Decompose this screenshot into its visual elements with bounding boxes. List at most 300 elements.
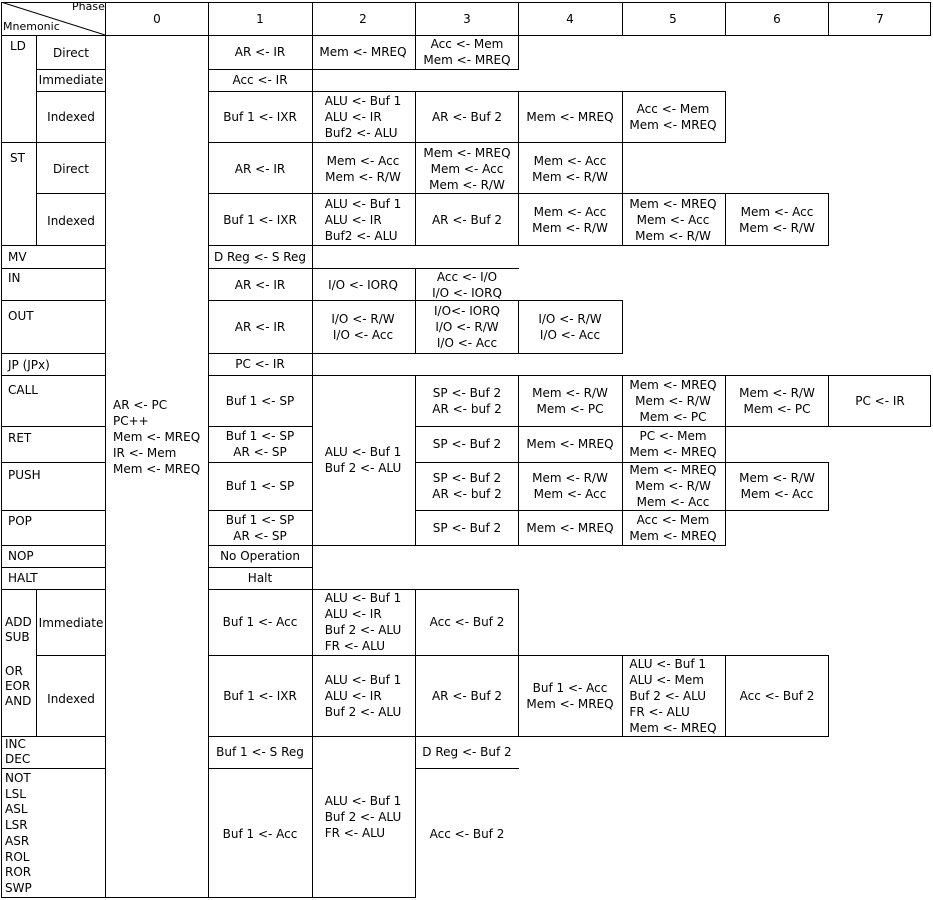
grid-line: [725, 736, 829, 737]
grid-line: [415, 91, 416, 246]
cell-pop-5: [629, 512, 716, 544]
cell-ret-4: [526, 436, 613, 452]
micro-op-line: AR <- Buf 2: [431, 110, 503, 124]
cell-out-2: [331, 311, 394, 343]
micro-op-line: Mem <- MREQ: [629, 463, 717, 477]
grid-line: [725, 193, 726, 246]
micro-op-line: Mem <- Acc: [326, 154, 400, 168]
micro-op-line: Mem <- MREQ: [526, 521, 614, 535]
micro-op-line: PC <- IR: [235, 357, 285, 371]
grid-line: [518, 462, 623, 463]
cell-st-direct-4: [532, 153, 608, 185]
cell-pop-3: [433, 520, 501, 536]
grid-line: [725, 375, 726, 546]
grid-line: [415, 736, 519, 737]
grid-line: [622, 510, 726, 511]
grid-line: [415, 545, 519, 546]
phase-header-label: Phase: [72, 0, 105, 13]
micro-op-line: Acc <- Buf 2: [429, 615, 505, 629]
micro-op-line: Acc <- Mem: [636, 513, 710, 527]
cell-ret-5: [629, 428, 716, 460]
mnemonic-in: IN: [8, 271, 21, 285]
grid-line: [312, 245, 416, 246]
phase-3-header: 3: [463, 12, 471, 26]
grid-line: [828, 655, 829, 737]
micro-op-line: Mem <- MREQ: [526, 437, 614, 451]
grid-line: [415, 91, 519, 92]
cell-in-1: [235, 277, 285, 293]
mnemonic-ld: LD: [10, 39, 26, 53]
grid-line: [415, 193, 519, 194]
cell-st-idx-1: [223, 212, 297, 228]
micro-op-line: Mem <- R/W: [739, 386, 815, 400]
grid-line: [312, 193, 416, 194]
grid-line: [725, 2, 726, 36]
phase-1-header: 1: [256, 12, 264, 26]
grid-line: [518, 35, 519, 70]
grid-line: [518, 510, 623, 511]
micro-op-line: Buf 1 <- IXR: [223, 689, 297, 703]
grid-line: [622, 375, 726, 376]
micro-op-line: Buf 2 <- ALU: [324, 810, 402, 824]
micro-op-line: I/O <- IORQ: [328, 278, 398, 292]
cell-ld-idx-4: [526, 109, 613, 125]
grid-line: [518, 193, 623, 194]
cell-ld-direct-2: [319, 44, 406, 60]
grid-line: [1, 268, 106, 269]
grid-line: [622, 545, 726, 546]
grid-line: [725, 510, 829, 511]
cell-call-4: [532, 385, 608, 417]
cell-shift-1: [223, 826, 298, 842]
mode-ld-direct: Direct: [53, 46, 89, 60]
grid-line: [518, 2, 519, 36]
cell-out-3: [434, 303, 500, 351]
cell-unary-2: [325, 793, 402, 841]
grid-line: [1, 2, 931, 3]
grid-line: [930, 2, 931, 36]
mnemonic-st: ST: [10, 151, 25, 165]
cell-alu-idx-1: [223, 688, 297, 704]
cell-nop-1: [220, 548, 300, 564]
micro-op-line: Mem <- R/W: [635, 479, 711, 493]
micro-op-line: Acc <- Buf 2: [739, 689, 815, 703]
grid-line: [518, 375, 623, 376]
grid-line: [36, 35, 37, 143]
micro-op-line: ALU <- Buf 1: [324, 197, 402, 211]
micro-op-line: AR <- SP: [233, 445, 287, 459]
micro-op-line: Mem <- Acc: [636, 213, 710, 227]
micro-op-line: AR <- IR: [234, 162, 286, 176]
grid-line: [415, 510, 519, 511]
grid-line: [312, 375, 416, 376]
grid-line: [208, 91, 313, 92]
grid-line: [208, 2, 209, 36]
cell-alu-imm-3: [430, 614, 505, 630]
micro-op-line: Mem <- R/W: [532, 471, 608, 485]
micro-op-line: AR <- IR: [234, 278, 286, 292]
mnemonic-jp: JP (JPx): [8, 358, 50, 372]
cell-call-6: [739, 385, 815, 417]
cell-alu-idx-4: [526, 680, 613, 712]
grid-line: [518, 353, 623, 354]
micro-op-line: Mem <- R/W: [739, 471, 815, 485]
micro-op-line: PC <- IR: [855, 394, 905, 408]
grid-line: [725, 91, 726, 143]
mode-alu-indexed: Indexed: [47, 692, 95, 706]
cell-ld-idx-1: [223, 109, 297, 125]
micro-op-line: Halt: [247, 571, 273, 585]
micro-op-line: Acc <- IR: [232, 73, 288, 87]
grid-line: [415, 142, 519, 143]
grid-line: [518, 545, 623, 546]
micro-op-line: Buf 1 <- SP: [225, 479, 295, 493]
grid-line: [725, 245, 829, 246]
grid-line: [415, 768, 519, 769]
grid-line: [208, 69, 313, 70]
cell-halt-1: [248, 570, 272, 586]
micro-op-line: ALU <- Buf 1: [324, 445, 402, 459]
grid-line: [725, 655, 726, 737]
micro-op-line: FR <- ALU: [324, 826, 386, 840]
cell-ret-3: [433, 436, 501, 452]
grid-line: [828, 426, 931, 427]
micro-op-line: I/O <- R/W: [331, 312, 395, 326]
grid-line: [36, 655, 106, 656]
micro-op-line: Buf 1 <- Acc: [222, 827, 298, 841]
micro-op-line: Mem <- Acc: [533, 154, 607, 168]
cell-st-idx-2: [325, 196, 402, 244]
micro-op-line: Mem <- R/W: [532, 221, 608, 235]
grid-line: [312, 655, 416, 656]
grid-line: [622, 736, 726, 737]
cell-call-7: [855, 393, 905, 409]
cell-st-idx-6: [739, 204, 815, 236]
cell-push-5: [629, 462, 716, 510]
grid-line: [518, 300, 519, 354]
grid-line: [36, 142, 37, 246]
grid-line: [622, 300, 623, 354]
micro-op-line: Buf 2 <- ALU: [629, 689, 707, 703]
cell-call-5: [629, 377, 716, 425]
grid-line: [518, 91, 519, 246]
grid-line: [208, 589, 313, 590]
micro-op-line: ALU <- Buf 1: [324, 794, 402, 808]
cell-push-3: [432, 470, 501, 502]
micro-op-line: Mem <- PC: [743, 402, 811, 416]
grid-line: [622, 375, 623, 546]
grid-line: [208, 268, 313, 269]
micro-op-line: Mem <- R/W: [635, 229, 711, 243]
grid-line: [312, 353, 416, 354]
mnemonic-ret: RET: [8, 431, 32, 445]
grid-line: [518, 736, 623, 737]
phase-6-header: 6: [773, 12, 781, 26]
micro-op-line: Mem <- MREQ: [629, 529, 717, 543]
cell-st-idx-3: [432, 212, 502, 228]
mnemonic-inc-dec: INC DEC: [5, 737, 31, 766]
micro-op-line: Mem <- Acc: [636, 495, 710, 509]
cell-st-direct-3: [423, 145, 510, 193]
grid-line: [622, 142, 726, 143]
cell-alu-idx-2: [325, 672, 402, 720]
grid-line: [415, 736, 416, 898]
micro-op-line: ALU <- IR: [324, 689, 382, 703]
micro-op-line: Mem <- R/W: [532, 170, 608, 184]
micro-op-line: Buf2 <- ALU: [324, 126, 398, 140]
cell-alu-imm-2: [325, 590, 402, 654]
grid-line: [518, 91, 623, 92]
micro-op-line: Mem <- MREQ: [629, 721, 717, 735]
micro-op-line: Acc <- Buf 2: [429, 827, 505, 841]
micro-op-line: Buf 2 <- ALU: [324, 623, 402, 637]
cell-shift-3: [430, 826, 505, 842]
micro-op-line: Mem <- PC: [639, 410, 707, 424]
grid-line: [1, 426, 106, 427]
grid-line: [1, 245, 106, 246]
micro-op-line: AR <- Buf 2: [431, 689, 503, 703]
mnemonic-nop: NOP: [8, 549, 34, 563]
grid-line: [208, 462, 313, 463]
grid-line: [828, 462, 829, 511]
grid-line: [36, 91, 106, 92]
micro-op-line: SP <- Buf 2: [432, 521, 502, 535]
cell-call-1: [226, 393, 294, 409]
cell-ld-direct-1: [235, 44, 285, 60]
mode-st-indexed: Indexed: [47, 214, 95, 228]
grid-line: [930, 375, 931, 427]
grid-line: [518, 300, 623, 301]
mnemonic-mv: MV: [8, 250, 27, 264]
micro-op-line: AR <- IR: [234, 45, 286, 59]
grid-line: [415, 245, 519, 246]
micro-op-line: I/O <- R/W: [538, 312, 602, 326]
grid-line: [725, 426, 829, 427]
grid-line: [208, 545, 313, 546]
micro-op-line: D Reg <- Buf 2: [422, 745, 512, 759]
cell-in-2: [328, 277, 398, 293]
grid-line: [208, 567, 313, 568]
cell-alu-imm-1: [223, 614, 298, 630]
grid-line: [312, 142, 416, 143]
micro-op-line: Acc <- I/O: [436, 270, 498, 284]
micro-op-line: Mem <- MREQ: [319, 45, 407, 59]
micro-op-line: I/O <- Acc: [539, 328, 601, 342]
grid-line: [415, 268, 416, 354]
micro-op-line: AR <- buf 2: [432, 402, 502, 416]
micro-op-line: I/O<- IORQ: [434, 304, 500, 318]
cell-push-4: [532, 470, 608, 502]
micro-op-line: Mem <- R/W: [532, 386, 608, 400]
grid-line: [105, 2, 106, 36]
micro-op-line: No Operation: [220, 549, 300, 563]
micro-op-line: Mem <- MREQ: [423, 53, 511, 67]
cell-stack-2: [325, 444, 402, 476]
grid-line: [415, 655, 519, 656]
mnemonic-shift-ops: NOT LSL ASL LSR ASR ROL ROR SWP: [5, 771, 32, 895]
grid-line: [622, 655, 623, 737]
micro-op-line: I/O <- IORQ: [432, 286, 502, 300]
grid-line: [1, 545, 106, 546]
grid-line: [622, 426, 726, 427]
mnemonic-add-sub: ADD SUB: [5, 615, 32, 644]
micro-op-line: ALU <- Buf 1: [324, 591, 402, 605]
phase-2-header: 2: [359, 12, 367, 26]
grid-line: [415, 35, 416, 70]
phase-0-header: 0: [153, 12, 161, 26]
cell-out-1: [235, 319, 285, 335]
micro-op-line: PC <- Mem: [639, 429, 707, 443]
micro-op-line: Mem <- MREQ: [423, 146, 511, 160]
cell-alu-idx-5: [629, 656, 716, 736]
cell-ld-idx-3: [432, 109, 502, 125]
micro-op-line: D Reg <- S Reg: [213, 250, 307, 264]
grid-line: [518, 142, 623, 143]
micro-op-line: Mem <- Acc: [430, 162, 504, 176]
cell-alu-idx-3: [432, 688, 502, 704]
grid-line: [622, 245, 726, 246]
micro-op-line: Buf 1 <- Acc: [222, 615, 298, 629]
grid-line: [208, 300, 313, 301]
grid-line: [1, 462, 106, 463]
grid-line: [208, 353, 313, 354]
grid-line: [415, 375, 416, 546]
grid-line: [208, 193, 313, 194]
grid-line: [415, 353, 519, 354]
micro-op-line: Mem <- MREQ: [629, 378, 717, 392]
grid-line: [208, 245, 313, 246]
cell-ld-direct-3: [423, 36, 510, 68]
cell-call-3: [432, 385, 501, 417]
cell-incdec-1: [216, 744, 304, 760]
grid-line: [725, 375, 829, 376]
grid-line: [208, 510, 313, 511]
grid-line: [1, 589, 106, 590]
grid-line: [828, 193, 829, 246]
cell-in-3: [432, 269, 502, 301]
micro-op-line: AR <- Buf 2: [431, 213, 503, 227]
grid-line: [208, 655, 313, 656]
phase-7-header: 7: [876, 12, 884, 26]
micro-op-line: Mem <- R/W: [429, 178, 505, 192]
grid-line: [518, 426, 623, 427]
micro-op-line: ALU <- IR: [324, 213, 382, 227]
micro-op-line: Mem <- Acc: [533, 487, 607, 501]
phase-4-header: 4: [566, 12, 574, 26]
grid-line: [828, 2, 829, 36]
mode-ld-indexed: Indexed: [47, 110, 95, 124]
grid-line: [1, 510, 106, 511]
grid-line: [312, 300, 416, 301]
micro-op-line: SP <- Buf 2: [432, 471, 502, 485]
grid-line: [36, 193, 106, 194]
grid-line: [415, 375, 519, 376]
micro-op-line: ALU <- Buf 1: [629, 657, 707, 671]
cell-pop-1: [226, 512, 294, 544]
grid-line: [828, 375, 931, 376]
grid-line: [36, 589, 37, 737]
mnemonic-out: OUT: [8, 309, 34, 323]
grid-line: [312, 35, 313, 898]
micro-op-line: SP <- Buf 2: [432, 437, 502, 451]
micro-op-line: Mem <- MREQ: [629, 445, 717, 459]
phase0-fetch-cell: AR <- PC PC++ Mem <- MREQ IR <- Mem Mem <- MREQ: [113, 398, 201, 476]
mnemonic-push: PUSH: [8, 468, 41, 482]
grid-line: [518, 375, 519, 546]
grid-line: [312, 69, 416, 70]
cell-st-direct-1: [235, 161, 285, 177]
cell-ret-1: [226, 428, 294, 460]
grid-line: [312, 268, 416, 269]
micro-op-line: Mem <- Acc: [533, 205, 607, 219]
mode-st-direct: Direct: [53, 162, 89, 176]
grid-line: [1, 375, 106, 376]
micro-op-line: I/O <- Acc: [436, 336, 498, 350]
mnemonic-or-eor-and: OR EOR AND: [5, 664, 32, 708]
grid-line: [1, 353, 106, 354]
micro-op-line: Mem <- R/W: [739, 221, 815, 235]
micro-op-line: AR <- SP: [233, 529, 287, 543]
micro-op-line: AR <- buf 2: [432, 487, 502, 501]
grid-line: [208, 736, 313, 737]
micro-op-line: Mem <- R/W: [325, 170, 401, 184]
cell-ld-idx-2: [325, 93, 402, 141]
grid-line: [518, 655, 623, 656]
mnemonic-header-label: Mnemonic: [3, 20, 60, 33]
grid-line: [622, 193, 726, 194]
micro-op-line: Buf 1 <- S Reg: [216, 745, 304, 759]
cell-st-direct-2: [325, 153, 401, 185]
micro-op-line: ALU <- Mem: [629, 673, 704, 687]
grid-line: [208, 375, 313, 376]
micro-op-line: Buf 1 <- SP: [225, 394, 295, 408]
grid-line: [312, 91, 416, 92]
micro-op-line: AR <- IR: [234, 320, 286, 334]
phase-5-header: 5: [669, 12, 677, 26]
micro-op-line: Buf 2 <- ALU: [324, 705, 402, 719]
cell-st-idx-5: [629, 196, 716, 244]
micro-op-line: Acc <- Mem: [636, 102, 710, 116]
micro-op-line: Buf 1 <- IXR: [223, 110, 297, 124]
micro-op-line: Buf 1 <- SP: [225, 429, 295, 443]
micro-op-line: ALU <- Buf 1: [324, 673, 402, 687]
grid-line: [1, 567, 106, 568]
grid-line: [312, 2, 313, 36]
cell-st-idx-4: [532, 204, 608, 236]
cell-push-6: [739, 470, 815, 502]
grid-line: [725, 462, 829, 463]
micro-op-line: I/O <- R/W: [435, 320, 499, 334]
grid-line: [725, 193, 829, 194]
micro-op-line: Mem <- MREQ: [629, 118, 717, 132]
cell-incdec-3: [422, 744, 511, 760]
micro-op-line: Buf 1 <- IXR: [223, 213, 297, 227]
grid-line: [415, 426, 519, 427]
micro-op-line: ALU <- IR: [324, 607, 382, 621]
micro-op-line: Mem <- MREQ: [526, 697, 614, 711]
mnemonic-halt: HALT: [8, 571, 38, 585]
grid-line: [312, 545, 416, 546]
cell-ld-idx-5: [629, 101, 716, 133]
grid-line: [622, 91, 623, 246]
grid-line: [208, 897, 313, 898]
micro-op-line: I/O <- Acc: [332, 328, 394, 342]
grid-line: [415, 2, 416, 36]
micro-op-line: Buf 2 <- ALU: [324, 461, 402, 475]
grid-line: [1, 300, 106, 301]
micro-op-line: Mem <- PC: [536, 402, 604, 416]
micro-op-line: ALU <- Buf 1: [324, 94, 402, 108]
